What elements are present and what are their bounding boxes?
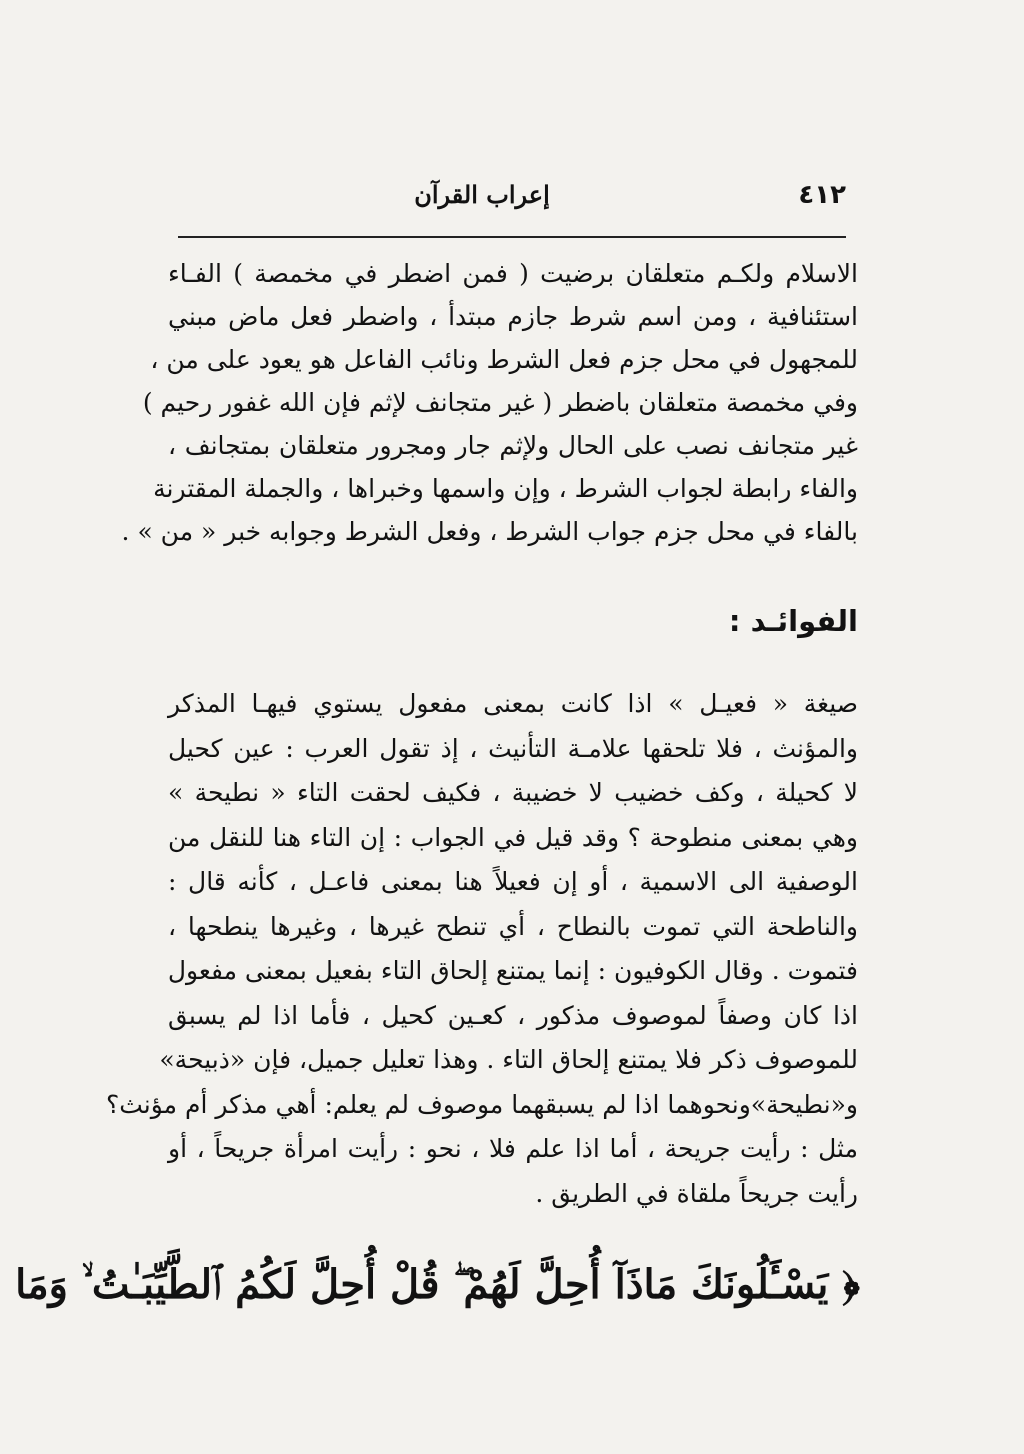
text-line: الوصفية الى الاسمية ، أو إن فعيلاً هنا بمعنى فاعـل ، كأنه قال : xyxy=(168,867,858,896)
header-divider xyxy=(178,236,846,238)
text-line: والناطحة التي تموت بالنطاح ، أي تنطح غيرها ، وغيرها ينطحها ، xyxy=(168,911,858,941)
text-line: بالفاء في محل جزم جواب الشرط ، وفعل الشرط وجوابه خبر « من » . xyxy=(121,517,858,546)
text-line: للموصوف ذكر فلا يمتنع إلحاق التاء . وهذا تعليل جميل، فإن «ذبيحة» xyxy=(159,1045,858,1074)
page-number: ٤١٢ xyxy=(798,180,846,210)
text-line: والفاء رابطة لجواب الشرط ، وإن واسمها وخبراها ، والجملة المقترنة xyxy=(153,474,858,503)
text-line: للمجهول في محل جزم فعل الشرط ونائب الفاعل هو يعود على من ، xyxy=(150,345,858,374)
text-line: والمؤنث ، فلا تلحقها علامـة التأنيث ، إذ تقول العرب : عين كحيل xyxy=(168,733,858,763)
running-title: إعراب القرآن xyxy=(414,180,550,209)
benefits-paragraph xyxy=(105,682,858,1216)
page-header xyxy=(178,172,846,232)
text-line: رأيت جريحاً ملقاة في الطريق . xyxy=(535,1178,858,1208)
text-line: استئنافية ، ومن اسم شرط جازم مبتدأ ، واضطر فعل ماض مبني xyxy=(168,302,858,331)
text-line: مثل : رأيت جريحة ، أما اذا علم فلا ، نحو : رأيت امرأة جريحاً ، أو xyxy=(168,1134,858,1163)
grammar-paragraph xyxy=(121,252,858,553)
text-line: وهي بمعنى منطوحة ؟ وقد قيل في الجواب : إن التاء هنا للنقل من xyxy=(168,822,858,852)
text-line: لا كحيلة ، وكف خضيب لا خضيبة ، فكيف لحقت التاء « نطيحة » xyxy=(168,778,858,807)
text-line: الاسلام ولكـم متعلقان برضيت ( فمن اضطر في مخمصة ) الفـاء xyxy=(168,259,858,288)
text-line: صيغة « فعيـل » اذا كانت بمعنى مفعول يستوي فيهـا المذكر xyxy=(168,689,858,718)
section-heading: الفوائـد : xyxy=(728,604,858,638)
text-line: اذا كان وصفاً لموصوف مذكور ، كعـين كحيل ، فأما اذا لم يسبق xyxy=(168,1000,858,1030)
text-line: غير متجانف نصب على الحال ولإثم جار ومجرور متعلقان بمتجانف ، xyxy=(168,431,858,460)
quran-verse: ﴿ يَسْـَٔلُونَكَ مَاذَآ أُحِلَّ لَهُمْ ۖ قُلْ أُحِلَّ لَكُمُ ٱلطَّيِّبَـٰتُ ۙ وَمَا xyxy=(15,1261,860,1308)
text-line: وفي مخمصة متعلقان باضطر ( غير متجانف لإثم فإن الله غفور رحيم ) xyxy=(142,388,858,417)
text-line: و«نطيحة»ونحوهما اذا لم يسبقهما موصوف لم يعلم: أهي مذكر أم مؤنث؟ xyxy=(105,1089,858,1119)
text-line: فتموت . وقال الكوفيون : إنما يمتنع إلحاق التاء بفعيل بمعنى مفعول xyxy=(167,956,858,985)
